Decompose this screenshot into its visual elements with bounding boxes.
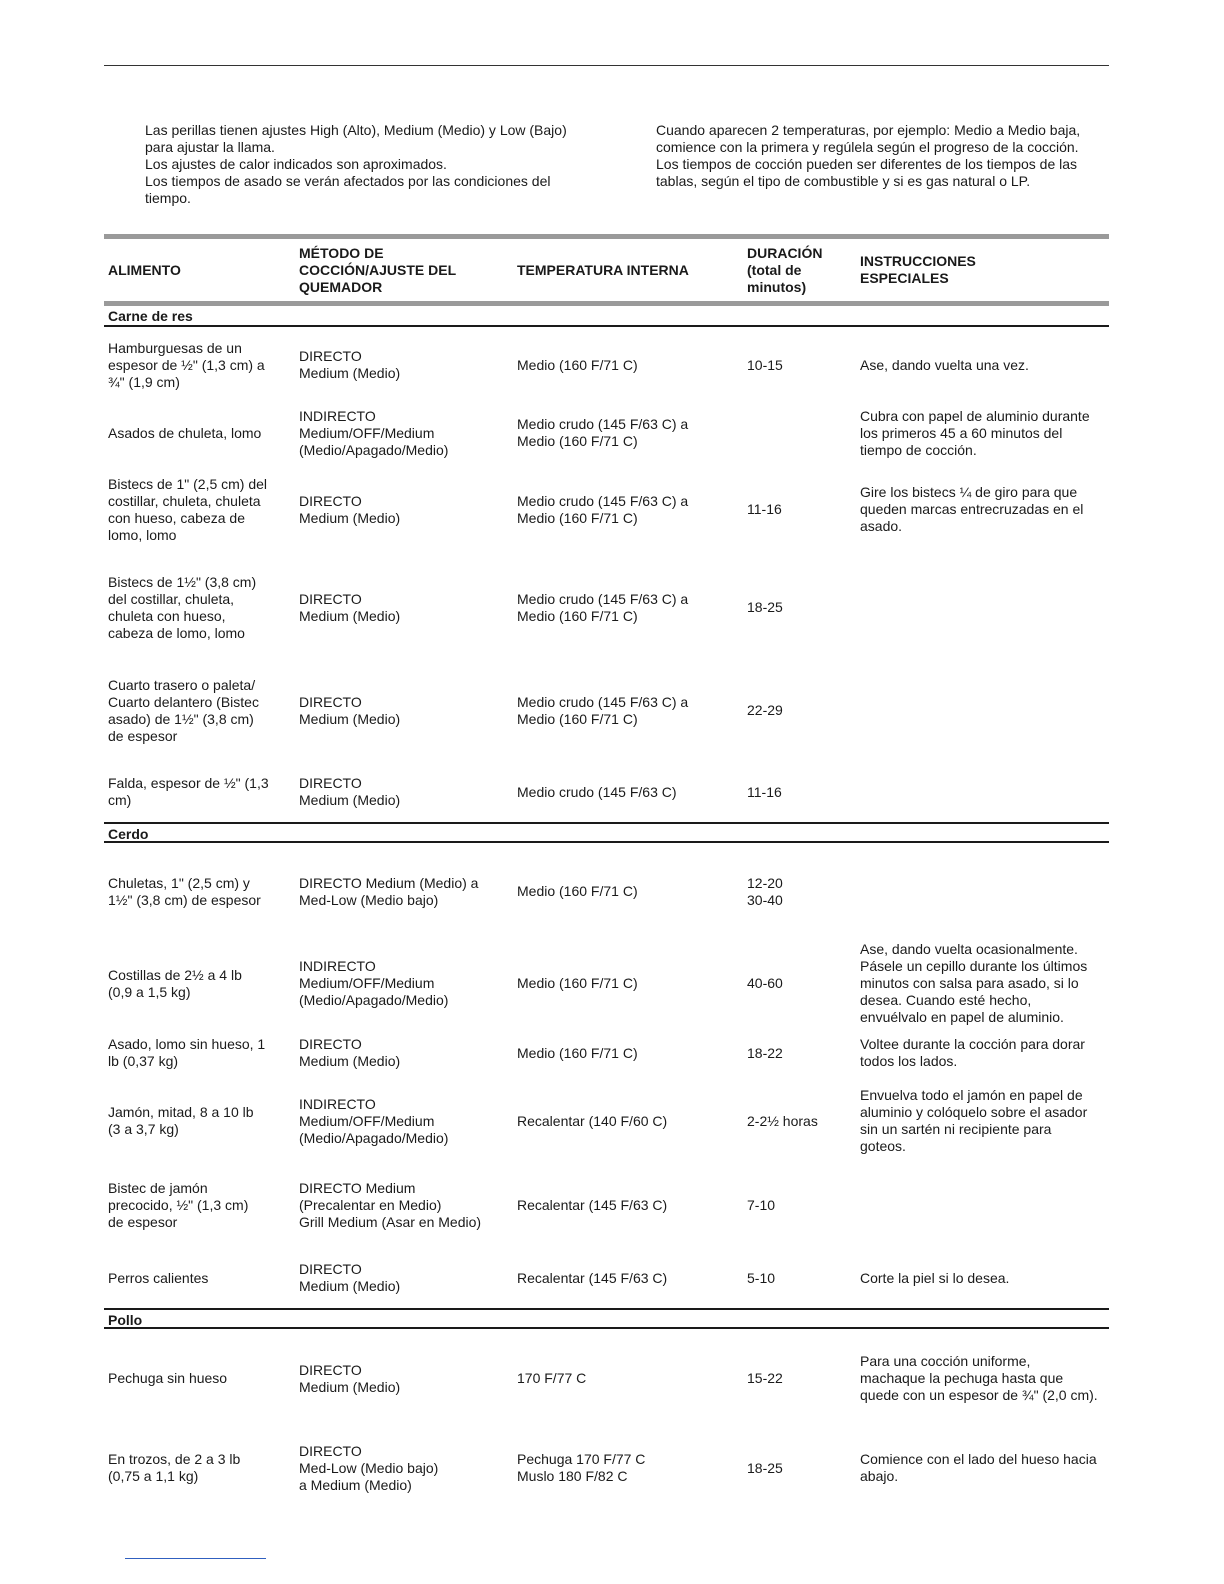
cell-food: Chuletas, 1" (2,5 cm) y 1½" (3,8 cm) de espesor (108, 874, 261, 908)
cell-food: En trozos, de 2 a 3 lb (0,75 a 1,1 kg) (108, 1451, 241, 1484)
cell-notes (860, 762, 1108, 822)
cooking-table (104, 234, 1109, 1508)
cell-method: INDIRECTO Medium/OFF/Medium (Medio/Apagado/Medio) (299, 1095, 449, 1146)
cell-temp: Medio (160 F/71 C) (517, 975, 638, 991)
cell-notes: Cubra con papel de aluminio durante los primeros 45 a 60 minutos del tiempo de cocción. (860, 407, 1090, 458)
cell-time: 10-15 (747, 356, 783, 373)
cell-time: 12-20 30-40 (747, 874, 783, 908)
cell-method: DIRECTO Med-Low (Medio bajo) a Medium (Medio) (299, 1442, 439, 1493)
cell-food: Bistec de jamón precocido, ½" (1,3 cm) de espesor (108, 1180, 249, 1230)
cell-method: DIRECTO Medium (Medio) (299, 590, 401, 624)
cell-time: 15-22 (747, 1370, 783, 1386)
cell-notes: Ase, dando vuelta ocasionalmente. Pásele un cepillo durante los últimos minutos con salsa para asado, si lo desea. Cuando esté hecho, envuélvalo en papel de aluminio. (860, 941, 1088, 1025)
section-title: Cerdo (108, 826, 149, 842)
cell-temp: Medio (160 F/71 C) (517, 356, 638, 373)
cell-food: Falda, espesor de ½" (1,3 cm) (108, 775, 269, 808)
table-row (104, 1163, 1109, 1248)
cell-method: DIRECTO Medium (Medio) (299, 1361, 401, 1395)
intro-left (145, 122, 585, 207)
cell-time: 11-16 (747, 783, 782, 800)
cell-temp: Recalentar (140 F/60 C) (517, 1112, 668, 1129)
cell-notes (860, 556, 1108, 659)
cell-time: 18-25 (747, 599, 783, 615)
cell-temp: Medio (160 F/71 C) (517, 1044, 638, 1061)
cell-food: Pechuga sin hueso (108, 1370, 228, 1386)
intro-left-line: Los ajustes de calor indicados son aproximados. (145, 156, 447, 172)
cell-method: DIRECTO Medium (Medio) (299, 1261, 401, 1294)
cell-notes: Voltee durante la cocción para dorar todos los lados. (860, 1036, 1085, 1069)
intro-right (656, 122, 1106, 190)
cell-method: DIRECTO Medium (Medio) (299, 1036, 401, 1069)
cell-food: Hamburguesas de un espesor de ½" (1,3 cm) a ¾" (1,9 cm) (108, 339, 265, 390)
header-food: ALIMENTO (108, 261, 181, 278)
cell-method: DIRECTO Medium (Medio) (299, 775, 401, 808)
cell-time (747, 403, 852, 463)
cell-temp: Medio (160 F/71 C) (517, 883, 638, 899)
cell-notes: Para una cocción uniforme, machaque la pechuga hasta que quede con un espesor de ¾" (2,0 cm). (860, 1353, 1098, 1403)
table-row (104, 556, 1109, 659)
cell-temp: Medio crudo (145 F/63 C) a Medio (160 F/71 C) (517, 416, 689, 449)
cell-time: 7-10 (747, 1197, 776, 1213)
header-method: MÉTODO DE COCCIÓN/AJUSTE DEL QUEMADOR (299, 244, 457, 295)
intro-left-line: Los tiempos de asado se verán afectados por las condiciones del tiempo. (145, 173, 551, 206)
intro-right-line: Los tiempos de cocción pueden ser diferentes de los tiempos de las tablas, según el tipo de combustible y si es gas natural o LP. (656, 156, 1078, 189)
table-row (104, 1248, 1109, 1308)
section-header (104, 822, 1109, 843)
table-row (104, 940, 1109, 1027)
cell-method: INDIRECTO Medium/OFF/Medium (Medio/Apagado/Medio) (299, 407, 449, 458)
cell-method: DIRECTO Medium (Medio) a Med-Low (Medio bajo) (299, 874, 479, 908)
cell-food: Bistecs de 1" (2,5 cm) del costillar, chuleta, chuleta con hueso, cabeza de lomo, lomo (108, 475, 268, 543)
cell-time: 2-2½ horas (747, 1112, 818, 1129)
table-row (104, 403, 1109, 463)
cell-temp: Recalentar (145 F/63 C) (517, 1269, 668, 1286)
cell-temp: Medio crudo (145 F/63 C) (517, 783, 677, 800)
header-notes: INSTRUCCIONES ESPECIALES (860, 253, 976, 286)
cell-food: Asado, lomo sin hueso, 1 lb (0,37 kg) (108, 1036, 266, 1069)
cell-method: DIRECTO Medium (Precalentar en Medio) Grill Medium (Asar en Medio) (299, 1180, 482, 1230)
table-row (104, 1079, 1109, 1163)
table-row (104, 463, 1109, 556)
section-title: Pollo (108, 1312, 143, 1328)
cell-time: 18-22 (747, 1044, 783, 1061)
cell-notes: Gire los bistecs ¼ de giro para que queden marcas entrecruzadas en el asado. (860, 484, 1084, 534)
section-title: Carne de res (108, 308, 193, 324)
table-body (104, 306, 1109, 1508)
cell-time: 40-60 (747, 975, 783, 991)
intro-right-line: Cuando aparecen 2 temperaturas, por ejemplo: Medio a Medio baja, comience con la primera y regúlela según el progreso de la cocción. (656, 122, 1081, 155)
cell-notes: Envuelva todo el jamón en papel de aluminio y colóquelo sobre el asador sin un sartén ni recipiente para goteos. (860, 1087, 1088, 1154)
cell-method: DIRECTO Medium (Medio) (299, 492, 401, 526)
cell-food: Costillas de 2½ a 4 lb (0,9 a 1,5 kg) (108, 966, 242, 1000)
cell-notes (860, 843, 1108, 940)
cell-time: 11-16 (747, 501, 782, 517)
table-row (104, 327, 1109, 403)
cell-time: 22-29 (747, 702, 783, 718)
table-row (104, 1329, 1109, 1428)
cell-time: 18-25 (747, 1459, 783, 1476)
header-temp: TEMPERATURA INTERNA (517, 261, 689, 278)
cell-time: 5-10 (747, 1269, 776, 1286)
cell-method: DIRECTO Medium (Medio) (299, 348, 401, 381)
intro-left-line: Las perillas tienen ajustes High (Alto), Medium (Medio) y Low (Bajo) para ajustar la llama. (145, 122, 567, 155)
table-header (104, 234, 1109, 306)
cell-temp: Medio crudo (145 F/63 C) a Medio (160 F/71 C) (517, 693, 689, 727)
footer-link-line (125, 1558, 266, 1559)
table-row (104, 1428, 1109, 1508)
table-row (104, 843, 1109, 940)
table-row (104, 659, 1109, 762)
cell-notes: Comience con el lado del hueso hacia abajo. (860, 1451, 1097, 1484)
table-row (104, 1027, 1109, 1079)
table-row (104, 762, 1109, 822)
cell-temp: Pechuga 170 F/77 C Muslo 180 F/82 C (517, 1451, 646, 1484)
cell-temp: Medio crudo (145 F/63 C) a Medio (160 F/71 C) (517, 590, 689, 624)
cell-food: Asados de chuleta, lomo (108, 424, 262, 441)
cell-temp: 170 F/77 C (517, 1370, 587, 1386)
cell-food: Perros calientes (108, 1269, 209, 1286)
header-time: DURACIÓN (total de minutos) (747, 244, 823, 295)
cell-temp: Recalentar (145 F/63 C) (517, 1197, 668, 1213)
cell-food: Jamón, mitad, 8 a 10 lb (3 a 3,7 kg) (108, 1104, 254, 1137)
cell-notes: Ase, dando vuelta una vez. (860, 356, 1029, 373)
top-rule (104, 65, 1109, 66)
cell-method: DIRECTO Medium (Medio) (299, 693, 401, 727)
section-header (104, 1308, 1109, 1329)
section-header (104, 306, 1109, 327)
cell-food: Bistecs de 1½" (3,8 cm) del costillar, chuleta, chuleta con hueso, cabeza de lomo, lomo (108, 573, 257, 641)
cell-method: INDIRECTO Medium/OFF/Medium (Medio/Apagado/Medio) (299, 958, 449, 1008)
cell-notes (860, 659, 1108, 762)
cell-notes: Corte la piel si lo desea. (860, 1269, 1010, 1286)
cell-food: Cuarto trasero o paleta/ Cuarto delantero (Bistec asado) de 1½" (3,8 cm) de espesor (108, 676, 259, 744)
cell-notes (860, 1163, 1108, 1248)
cell-temp: Medio crudo (145 F/63 C) a Medio (160 F/71 C) (517, 492, 689, 526)
